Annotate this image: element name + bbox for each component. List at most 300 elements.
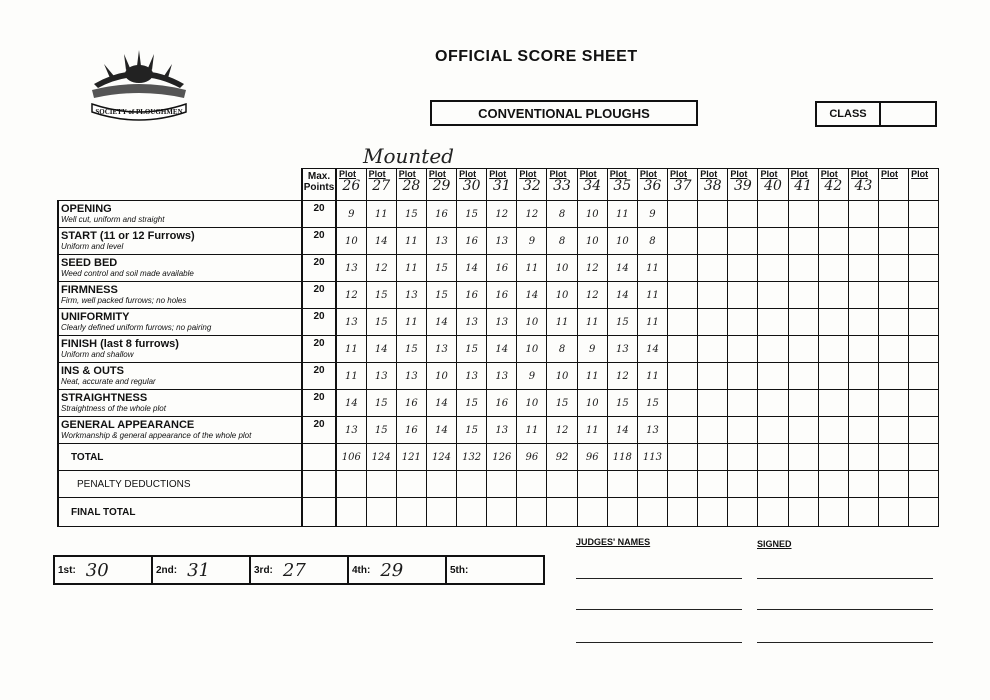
final-total-cell[interactable] bbox=[336, 498, 366, 527]
score-cell[interactable] bbox=[758, 282, 788, 309]
plot-column-header bbox=[818, 169, 848, 201]
score-cell[interactable] bbox=[818, 255, 848, 282]
score-cell[interactable] bbox=[788, 309, 818, 336]
score-cell[interactable] bbox=[788, 201, 818, 228]
score-cell[interactable]: 13 bbox=[457, 363, 487, 390]
score-cell[interactable]: 16 bbox=[426, 201, 456, 228]
judge-line[interactable] bbox=[576, 642, 742, 643]
plot-column-header bbox=[668, 169, 698, 201]
score-cell[interactable]: 13 bbox=[637, 417, 667, 444]
score-cell[interactable] bbox=[668, 282, 698, 309]
score-cell[interactable] bbox=[758, 336, 788, 363]
criterion-name: SEED BED bbox=[61, 257, 118, 269]
score-cell[interactable] bbox=[698, 363, 728, 390]
placing-2[interactable] bbox=[153, 557, 251, 583]
plot-number: 26 bbox=[342, 178, 361, 194]
penalty-cell[interactable] bbox=[366, 471, 396, 498]
score-cell[interactable]: 14 bbox=[426, 390, 456, 417]
judge-line[interactable] bbox=[576, 609, 742, 610]
final-total-cell[interactable] bbox=[668, 498, 698, 527]
placing-label: 4th: bbox=[352, 564, 371, 576]
score-cell[interactable]: 14 bbox=[426, 417, 456, 444]
score-cell[interactable]: 11 bbox=[547, 309, 577, 336]
criterion-name: START (11 or 12 Furrows) bbox=[61, 230, 195, 242]
score-cell[interactable] bbox=[758, 417, 788, 444]
score-cell[interactable] bbox=[879, 309, 909, 336]
score-cell[interactable] bbox=[698, 336, 728, 363]
score-cell[interactable]: 11 bbox=[517, 417, 547, 444]
score-cell[interactable] bbox=[728, 417, 758, 444]
signature-line[interactable] bbox=[757, 642, 933, 643]
plot-column-header bbox=[788, 169, 818, 201]
score-cell[interactable]: 15 bbox=[366, 390, 396, 417]
total-cell[interactable]: 113 bbox=[637, 444, 667, 471]
score-cell[interactable]: 9 bbox=[517, 363, 547, 390]
score-cell[interactable] bbox=[848, 255, 878, 282]
penalty-cell[interactable] bbox=[818, 471, 848, 498]
penalty-cell[interactable] bbox=[517, 471, 547, 498]
score-cell[interactable]: 12 bbox=[487, 201, 517, 228]
criterion-description: Clearly defined uniform furrows; no pairing bbox=[61, 323, 212, 332]
final-total-cell[interactable] bbox=[788, 498, 818, 527]
score-cell[interactable]: 8 bbox=[547, 228, 577, 255]
score-cell[interactable]: 10 bbox=[547, 255, 577, 282]
score-cell[interactable]: 13 bbox=[457, 309, 487, 336]
score-cell[interactable]: 11 bbox=[336, 336, 366, 363]
score-cell[interactable]: 15 bbox=[396, 201, 426, 228]
placing-value: 29 bbox=[380, 559, 404, 581]
score-cell[interactable] bbox=[879, 228, 909, 255]
score-cell[interactable]: 15 bbox=[457, 336, 487, 363]
score-cell[interactable]: 14 bbox=[607, 417, 637, 444]
score-cell[interactable]: 13 bbox=[607, 336, 637, 363]
score-cell[interactable] bbox=[788, 282, 818, 309]
score-cell[interactable] bbox=[879, 201, 909, 228]
score-cell[interactable]: 10 bbox=[577, 228, 607, 255]
score-cell[interactable]: 16 bbox=[457, 228, 487, 255]
total-cell[interactable]: 106 bbox=[336, 444, 366, 471]
score-cell[interactable] bbox=[848, 309, 878, 336]
score-cell[interactable]: 11 bbox=[517, 255, 547, 282]
score-cell[interactable]: 15 bbox=[607, 390, 637, 417]
penalty-cell[interactable] bbox=[637, 471, 667, 498]
score-cell[interactable] bbox=[909, 255, 939, 282]
score-cell[interactable]: 13 bbox=[336, 255, 366, 282]
total-cell[interactable]: 96 bbox=[517, 444, 547, 471]
final-total-cell[interactable] bbox=[879, 498, 909, 527]
max-points-blank bbox=[302, 498, 336, 527]
score-cell[interactable] bbox=[728, 282, 758, 309]
score-cell[interactable] bbox=[668, 363, 698, 390]
score-cell[interactable] bbox=[668, 417, 698, 444]
score-cell[interactable]: 14 bbox=[366, 336, 396, 363]
plot-label: Plot bbox=[339, 169, 356, 179]
plot-number: 37 bbox=[673, 178, 692, 194]
score-cell[interactable]: 13 bbox=[396, 282, 426, 309]
score-cell[interactable]: 14 bbox=[457, 255, 487, 282]
criterion-cell bbox=[58, 228, 302, 255]
score-cell[interactable] bbox=[758, 201, 788, 228]
score-cell[interactable]: 16 bbox=[396, 390, 426, 417]
score-cell[interactable] bbox=[668, 228, 698, 255]
total-cell[interactable]: 118 bbox=[607, 444, 637, 471]
score-cell[interactable]: 13 bbox=[487, 417, 517, 444]
total-cell[interactable] bbox=[909, 444, 939, 471]
score-cell[interactable] bbox=[879, 255, 909, 282]
total-cell[interactable] bbox=[818, 444, 848, 471]
score-cell[interactable] bbox=[698, 390, 728, 417]
score-cell[interactable] bbox=[698, 255, 728, 282]
criterion-cell bbox=[58, 363, 302, 390]
score-cell[interactable] bbox=[848, 390, 878, 417]
score-cell[interactable]: 10 bbox=[517, 336, 547, 363]
score-cell[interactable]: 15 bbox=[366, 309, 396, 336]
score-cell[interactable]: 16 bbox=[487, 390, 517, 417]
score-cell[interactable]: 12 bbox=[577, 255, 607, 282]
max-points-value: 20 bbox=[302, 363, 336, 390]
score-cell[interactable]: 15 bbox=[547, 390, 577, 417]
score-cell[interactable] bbox=[848, 228, 878, 255]
total-cell[interactable] bbox=[668, 444, 698, 471]
final-total-cell[interactable] bbox=[848, 498, 878, 527]
criterion-cell bbox=[58, 336, 302, 363]
score-cell[interactable] bbox=[728, 255, 758, 282]
score-cell[interactable]: 11 bbox=[366, 201, 396, 228]
placings-box bbox=[53, 555, 545, 585]
plot-column-header bbox=[396, 169, 426, 201]
score-cell[interactable]: 10 bbox=[577, 390, 607, 417]
placing-label: 5th: bbox=[450, 564, 469, 576]
score-cell[interactable] bbox=[909, 417, 939, 444]
total-cell[interactable] bbox=[848, 444, 878, 471]
plot-label: Plot bbox=[579, 169, 597, 179]
score-cell[interactable]: 10 bbox=[517, 309, 547, 336]
score-cell[interactable]: 9 bbox=[577, 336, 607, 363]
score-cell[interactable]: 12 bbox=[577, 282, 607, 309]
plot-label: Plot bbox=[881, 169, 899, 179]
score-cell[interactable]: 14 bbox=[607, 255, 637, 282]
plot-number: 33 bbox=[553, 178, 571, 194]
score-cell[interactable] bbox=[818, 201, 848, 228]
total-cell[interactable]: 124 bbox=[426, 444, 456, 471]
total-cell[interactable] bbox=[788, 444, 818, 471]
score-cell[interactable]: 15 bbox=[457, 390, 487, 417]
penalty-cell[interactable] bbox=[879, 471, 909, 498]
score-cell[interactable]: 16 bbox=[396, 417, 426, 444]
score-cell[interactable]: 10 bbox=[547, 282, 577, 309]
score-cell[interactable] bbox=[818, 309, 848, 336]
max-points-value: 20 bbox=[302, 390, 336, 417]
score-cell[interactable]: 15 bbox=[426, 282, 456, 309]
total-cell[interactable] bbox=[728, 444, 758, 471]
score-cell[interactable] bbox=[848, 363, 878, 390]
max-points-header: Max. Points bbox=[302, 169, 336, 201]
placing-value: 27 bbox=[282, 559, 306, 581]
total-cell[interactable] bbox=[698, 444, 728, 471]
score-cell[interactable] bbox=[758, 309, 788, 336]
score-cell[interactable]: 11 bbox=[577, 309, 607, 336]
score-cell[interactable] bbox=[728, 309, 758, 336]
score-cell[interactable] bbox=[818, 417, 848, 444]
score-cell[interactable] bbox=[758, 255, 788, 282]
placing-label: 3rd: bbox=[254, 564, 273, 576]
score-cell[interactable]: 11 bbox=[396, 309, 426, 336]
plot-column-header bbox=[366, 169, 396, 201]
criterion-description: Straightness of the whole plot bbox=[61, 404, 166, 413]
header-blank bbox=[58, 169, 302, 201]
score-cell[interactable]: 16 bbox=[457, 282, 487, 309]
penalty-cell[interactable] bbox=[336, 471, 366, 498]
score-cell[interactable]: 14 bbox=[517, 282, 547, 309]
score-cell[interactable] bbox=[909, 363, 939, 390]
score-cell[interactable] bbox=[879, 282, 909, 309]
penalty-cell[interactable] bbox=[788, 471, 818, 498]
final-total-cell[interactable] bbox=[637, 498, 667, 527]
score-cell[interactable]: 13 bbox=[487, 309, 517, 336]
placing-label: 2nd: bbox=[156, 564, 178, 576]
criterion-cell bbox=[58, 390, 302, 417]
score-cell[interactable]: 15 bbox=[426, 255, 456, 282]
score-cell[interactable]: 9 bbox=[637, 201, 667, 228]
placing-5[interactable] bbox=[447, 557, 543, 583]
plot-number: 39 bbox=[733, 178, 752, 194]
total-cell[interactable]: 96 bbox=[577, 444, 607, 471]
score-cell[interactable]: 15 bbox=[366, 282, 396, 309]
score-cell[interactable]: 11 bbox=[336, 363, 366, 390]
score-cell[interactable]: 8 bbox=[637, 228, 667, 255]
score-cell[interactable]: 15 bbox=[637, 390, 667, 417]
score-cell[interactable] bbox=[728, 363, 758, 390]
score-cell[interactable] bbox=[668, 255, 698, 282]
score-cell[interactable]: 16 bbox=[487, 255, 517, 282]
score-cell[interactable] bbox=[879, 363, 909, 390]
score-cell[interactable] bbox=[848, 201, 878, 228]
score-cell[interactable]: 9 bbox=[336, 201, 366, 228]
final-total-cell[interactable] bbox=[698, 498, 728, 527]
score-cell[interactable]: 11 bbox=[637, 255, 667, 282]
score-cell[interactable] bbox=[698, 201, 728, 228]
score-cell[interactable]: 14 bbox=[637, 336, 667, 363]
final-total-cell[interactable] bbox=[517, 498, 547, 527]
score-cell[interactable] bbox=[879, 417, 909, 444]
score-cell[interactable] bbox=[788, 390, 818, 417]
score-cell[interactable]: 13 bbox=[336, 417, 366, 444]
score-cell[interactable]: 8 bbox=[547, 201, 577, 228]
score-cell[interactable] bbox=[728, 336, 758, 363]
total-cell[interactable]: 92 bbox=[547, 444, 577, 471]
penalty-cell[interactable] bbox=[758, 471, 788, 498]
penalty-cell[interactable] bbox=[396, 471, 426, 498]
penalty-cell[interactable] bbox=[698, 471, 728, 498]
score-cell[interactable]: 13 bbox=[426, 336, 456, 363]
total-cell[interactable]: 132 bbox=[457, 444, 487, 471]
final-total-cell[interactable] bbox=[547, 498, 577, 527]
score-cell[interactable]: 12 bbox=[607, 363, 637, 390]
score-cell[interactable]: 11 bbox=[577, 417, 607, 444]
signed-label: SIGNED bbox=[757, 539, 792, 549]
total-cell[interactable] bbox=[879, 444, 909, 471]
penalty-cell[interactable] bbox=[848, 471, 878, 498]
total-cell[interactable]: 124 bbox=[366, 444, 396, 471]
score-cell[interactable]: 11 bbox=[396, 228, 426, 255]
score-cell[interactable]: 10 bbox=[336, 228, 366, 255]
score-cell[interactable]: 10 bbox=[577, 201, 607, 228]
score-cell[interactable]: 13 bbox=[487, 228, 517, 255]
score-cell[interactable] bbox=[909, 336, 939, 363]
score-cell[interactable] bbox=[698, 282, 728, 309]
score-cell[interactable]: 15 bbox=[457, 417, 487, 444]
score-cell[interactable] bbox=[758, 390, 788, 417]
score-cell[interactable] bbox=[909, 390, 939, 417]
score-cell[interactable] bbox=[909, 309, 939, 336]
score-cell[interactable] bbox=[698, 309, 728, 336]
plot-column-header bbox=[909, 169, 939, 201]
score-cell[interactable] bbox=[909, 228, 939, 255]
score-cell[interactable]: 14 bbox=[607, 282, 637, 309]
score-cell[interactable]: 13 bbox=[487, 363, 517, 390]
final-total-cell[interactable] bbox=[457, 498, 487, 527]
score-cell[interactable] bbox=[668, 309, 698, 336]
logo-text: SOCIETY of PLOUGHMEN bbox=[95, 108, 183, 116]
score-cell[interactable] bbox=[909, 201, 939, 228]
score-cell[interactable]: 12 bbox=[366, 255, 396, 282]
score-cell[interactable] bbox=[668, 201, 698, 228]
max-points-blank bbox=[302, 471, 336, 498]
penalty-cell[interactable] bbox=[547, 471, 577, 498]
final-total-cell[interactable] bbox=[909, 498, 939, 527]
placing-4[interactable] bbox=[349, 557, 447, 583]
final-total-cell[interactable] bbox=[396, 498, 426, 527]
score-cell[interactable]: 15 bbox=[396, 336, 426, 363]
total-cell[interactable] bbox=[758, 444, 788, 471]
penalty-cell[interactable] bbox=[426, 471, 456, 498]
score-cell[interactable] bbox=[728, 228, 758, 255]
score-cell[interactable]: 11 bbox=[637, 309, 667, 336]
score-cell[interactable] bbox=[758, 363, 788, 390]
plot-label: Plot bbox=[609, 169, 627, 179]
score-cell[interactable]: 16 bbox=[487, 282, 517, 309]
score-cell[interactable]: 9 bbox=[517, 228, 547, 255]
score-cell[interactable]: 11 bbox=[637, 363, 667, 390]
total-cell[interactable]: 126 bbox=[487, 444, 517, 471]
penalty-cell[interactable] bbox=[457, 471, 487, 498]
criterion-cell bbox=[58, 255, 302, 282]
score-cell[interactable]: 11 bbox=[577, 363, 607, 390]
score-cell[interactable]: 8 bbox=[547, 336, 577, 363]
category-label: CONVENTIONAL PLOUGHS bbox=[478, 105, 650, 121]
score-cell[interactable]: 11 bbox=[396, 255, 426, 282]
score-cell[interactable]: 12 bbox=[336, 282, 366, 309]
penalty-cell[interactable] bbox=[577, 471, 607, 498]
score-cell[interactable]: 12 bbox=[547, 417, 577, 444]
plot-column-header bbox=[517, 169, 547, 201]
penalty-cell[interactable] bbox=[668, 471, 698, 498]
score-cell[interactable]: 10 bbox=[517, 390, 547, 417]
score-cell[interactable] bbox=[818, 363, 848, 390]
score-cell[interactable]: 10 bbox=[426, 363, 456, 390]
final-total-cell[interactable] bbox=[426, 498, 456, 527]
final-total-cell[interactable] bbox=[758, 498, 788, 527]
placing-1[interactable] bbox=[55, 557, 153, 583]
penalty-cell[interactable] bbox=[728, 471, 758, 498]
score-cell[interactable] bbox=[818, 282, 848, 309]
score-cell[interactable]: 10 bbox=[607, 228, 637, 255]
score-cell[interactable]: 15 bbox=[457, 201, 487, 228]
score-cell[interactable] bbox=[728, 390, 758, 417]
criterion-name: GENERAL APPEARANCE bbox=[61, 419, 195, 431]
score-cell[interactable] bbox=[848, 417, 878, 444]
score-cell[interactable]: 10 bbox=[547, 363, 577, 390]
score-cell[interactable]: 13 bbox=[426, 228, 456, 255]
final-total-cell[interactable] bbox=[728, 498, 758, 527]
score-cell[interactable] bbox=[788, 255, 818, 282]
score-cell[interactable] bbox=[698, 417, 728, 444]
final-total-cell[interactable] bbox=[366, 498, 396, 527]
score-cell[interactable]: 13 bbox=[336, 309, 366, 336]
plot-column-header bbox=[637, 169, 667, 201]
score-cell[interactable] bbox=[848, 336, 878, 363]
score-cell[interactable]: 11 bbox=[607, 201, 637, 228]
score-cell[interactable] bbox=[668, 390, 698, 417]
score-cell[interactable] bbox=[728, 201, 758, 228]
final-total-cell[interactable] bbox=[818, 498, 848, 527]
score-cell[interactable] bbox=[818, 390, 848, 417]
score-cell[interactable] bbox=[818, 336, 848, 363]
score-cell[interactable]: 13 bbox=[396, 363, 426, 390]
max-points-blank bbox=[302, 444, 336, 471]
final-total-cell[interactable] bbox=[607, 498, 637, 527]
penalty-cell[interactable] bbox=[909, 471, 939, 498]
score-cell[interactable]: 14 bbox=[426, 309, 456, 336]
score-cell[interactable] bbox=[788, 336, 818, 363]
signature-line[interactable] bbox=[757, 578, 933, 579]
score-cell[interactable] bbox=[698, 228, 728, 255]
score-cell[interactable] bbox=[668, 336, 698, 363]
score-cell[interactable] bbox=[909, 282, 939, 309]
placing-3[interactable] bbox=[251, 557, 349, 583]
page-title: OFFICIAL SCORE SHEET bbox=[435, 48, 638, 65]
score-cell[interactable]: 13 bbox=[366, 363, 396, 390]
category-box bbox=[430, 100, 698, 126]
score-cell[interactable] bbox=[788, 417, 818, 444]
score-cell[interactable]: 15 bbox=[607, 309, 637, 336]
score-cell[interactable] bbox=[758, 228, 788, 255]
final-total-cell[interactable] bbox=[577, 498, 607, 527]
score-cell[interactable] bbox=[788, 228, 818, 255]
penalty-cell[interactable] bbox=[607, 471, 637, 498]
score-cell[interactable] bbox=[848, 282, 878, 309]
score-cell[interactable]: 14 bbox=[487, 336, 517, 363]
judge-line[interactable] bbox=[576, 578, 742, 579]
score-cell[interactable]: 11 bbox=[637, 282, 667, 309]
score-cell[interactable]: 14 bbox=[336, 390, 366, 417]
final-total-cell[interactable] bbox=[487, 498, 517, 527]
score-cell[interactable]: 12 bbox=[517, 201, 547, 228]
score-cell[interactable] bbox=[879, 336, 909, 363]
score-cell[interactable]: 14 bbox=[366, 228, 396, 255]
score-cell[interactable]: 15 bbox=[366, 417, 396, 444]
penalty-cell[interactable] bbox=[487, 471, 517, 498]
plot-column-header bbox=[487, 169, 517, 201]
placing-value: 31 bbox=[187, 559, 211, 581]
score-cell[interactable] bbox=[818, 228, 848, 255]
class-value[interactable] bbox=[881, 103, 935, 125]
signature-line[interactable] bbox=[757, 609, 933, 610]
total-cell[interactable]: 121 bbox=[396, 444, 426, 471]
score-cell[interactable] bbox=[788, 363, 818, 390]
score-cell[interactable] bbox=[879, 390, 909, 417]
criterion-cell bbox=[58, 417, 302, 444]
